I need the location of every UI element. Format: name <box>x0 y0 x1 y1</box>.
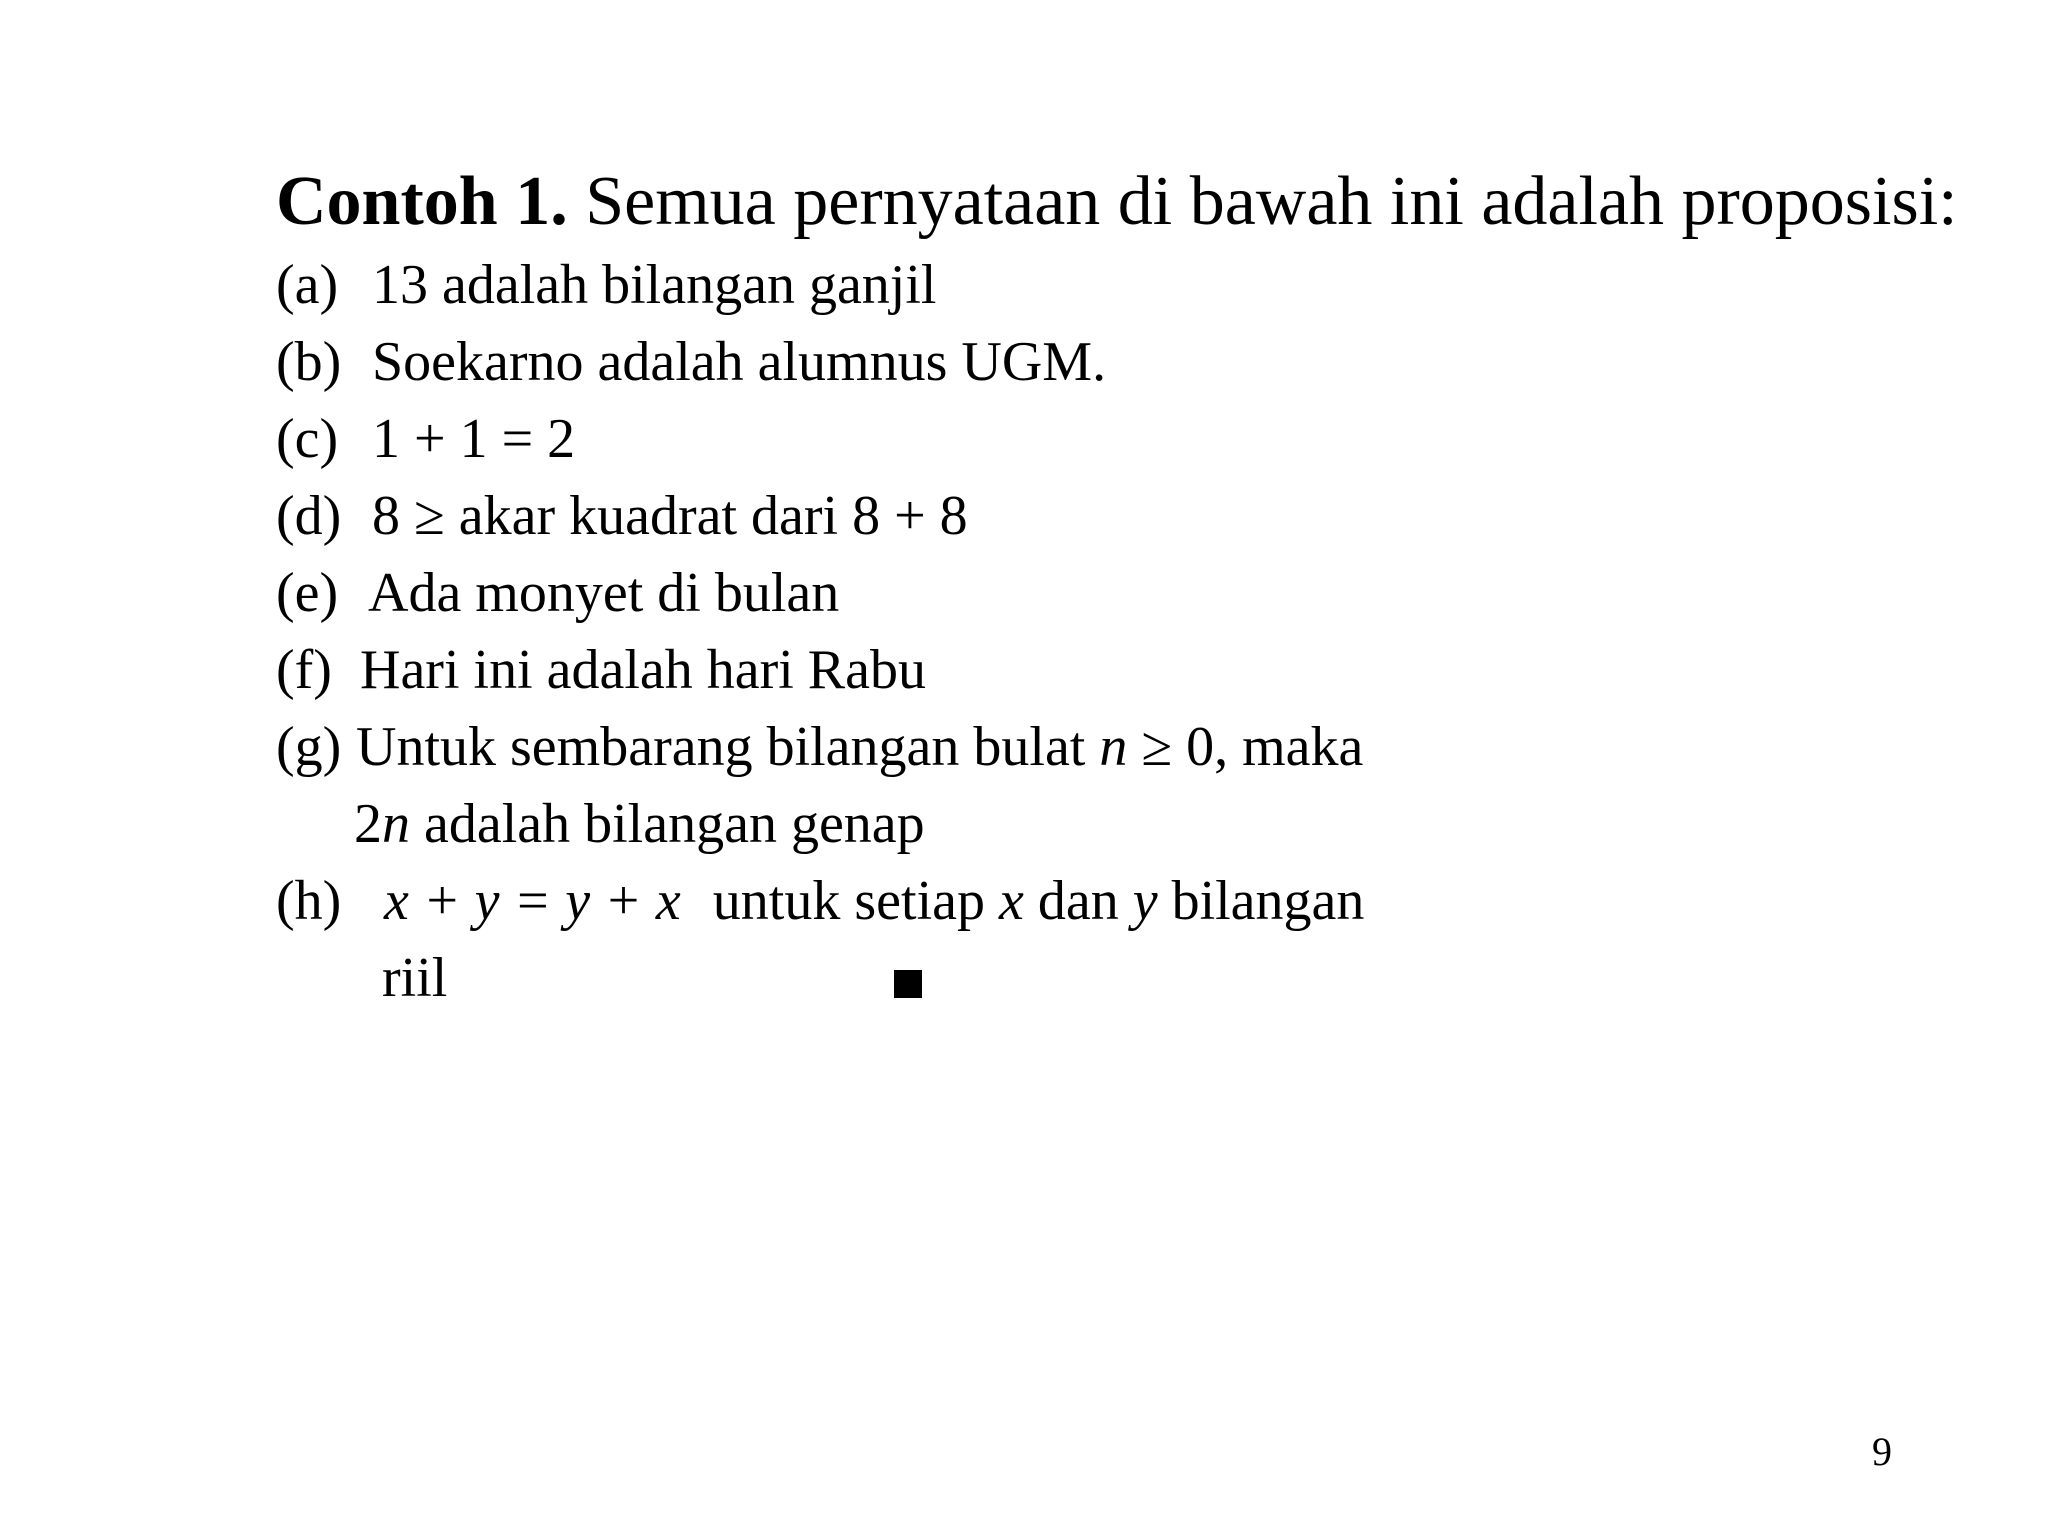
equation: x + y = y + x <box>384 870 681 932</box>
item-marker: (b) <box>276 331 342 393</box>
list-item-e <box>276 560 839 626</box>
item-marker: (h) <box>276 870 342 932</box>
list-item-f <box>276 637 926 703</box>
list-item-g <box>276 714 1363 780</box>
item-text: adalah bilangan genap <box>424 793 925 855</box>
list-item-a <box>276 252 936 318</box>
list-item-c <box>276 406 575 472</box>
item-text: ≥ 0, maka <box>1141 716 1364 778</box>
list-item-h <box>276 868 1364 934</box>
variable-n: n <box>1099 716 1128 778</box>
item-text: Ada monyet di bulan <box>368 562 840 624</box>
item-text: 8 ≥ akar kuadrat dari 8 + 8 <box>372 485 968 547</box>
end-of-example-mark <box>894 970 922 998</box>
slide-heading <box>276 160 1958 244</box>
item-marker: (d) <box>276 485 342 547</box>
item-text: Hari ini adalah hari Rabu <box>360 639 927 701</box>
list-item-b <box>276 329 1106 395</box>
list-item-d <box>276 483 968 549</box>
variable-n: n <box>382 793 410 855</box>
item-text: 1 + 1 = 2 <box>372 408 576 470</box>
item-text: Untuk sembarang bilangan bulat <box>356 716 1086 778</box>
item-text: riil <box>382 947 448 1009</box>
heading-text: Semua pernyataan di bawah ini adalah proposisi: <box>585 163 1958 240</box>
list-item-h-continuation <box>382 945 447 1011</box>
item-text: untuk setiap <box>712 870 985 932</box>
item-text: dan <box>1037 870 1119 932</box>
item-marker: (a) <box>276 254 339 316</box>
item-marker: (c) <box>276 408 339 470</box>
variable-x: x <box>998 870 1024 932</box>
page-number: 9 <box>1872 1429 1892 1474</box>
item-marker: (e) <box>276 562 339 624</box>
item-text: Soekarno adalah alumnus UGM. <box>372 331 1107 393</box>
item-text: 2 <box>354 793 382 855</box>
list-item-g-continuation <box>354 791 925 857</box>
item-marker: (f) <box>276 639 332 701</box>
item-text: 13 adalah bilangan ganjil <box>372 254 937 316</box>
item-marker: (g) <box>276 716 342 778</box>
variable-y: y <box>1132 870 1158 932</box>
heading-label: Contoh 1. <box>276 163 568 240</box>
item-text: bilangan <box>1171 870 1365 932</box>
